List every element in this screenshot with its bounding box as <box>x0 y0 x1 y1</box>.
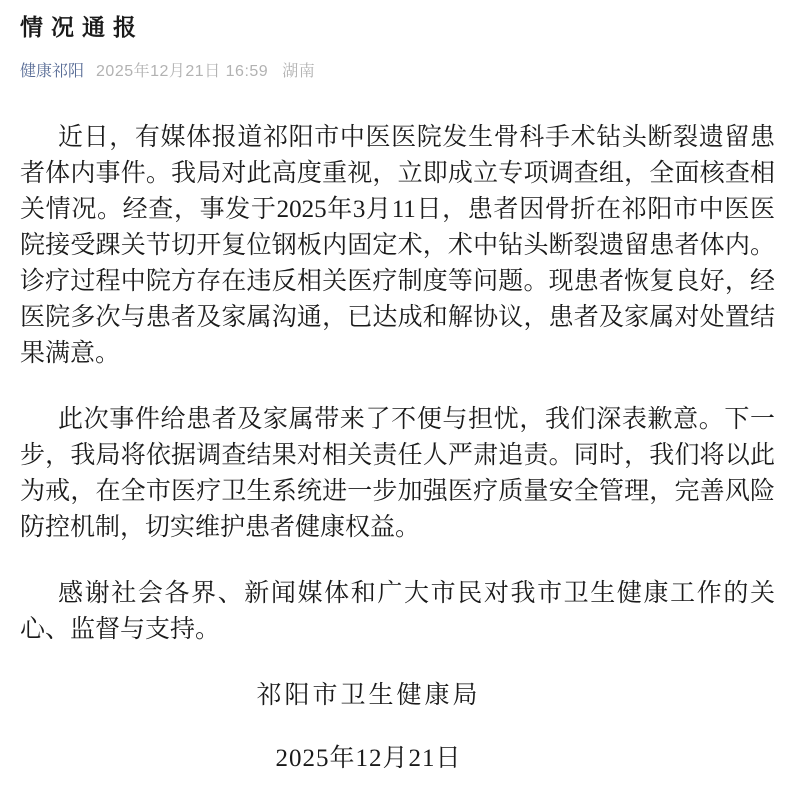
signature-org: 祁阳市卫生健康局 <box>256 682 481 709</box>
account-name-link[interactable]: 健康祁阳 <box>20 63 85 80</box>
publish-timestamp: 2025年12月21日 16:59 <box>96 63 269 80</box>
article-paragraph-2: 此次事件给患者及家属带来了不便与担忧，我们深表歉意。下一步，我局将依据调查结果对相关责任人严肃追责。同时，我们将以此为戒，在全市医疗卫生系统进一步加强医疗质量安全管理，完善风险防控机制，切实维护患者健康权益。 <box>20 406 775 541</box>
signature-date: 2025年12月21日 <box>275 745 462 772</box>
byline <box>20 61 775 83</box>
article-paragraph-3: 感谢社会各界、新闻媒体和广大市民对我市卫生健康工作的关心、监督与支持。 <box>20 580 775 643</box>
article-paragraph-1: 近日，有媒体报道祁阳市中医医院发生骨科手术钻头断裂遗留患者体内事件。我局对此高度重视，立即成立专项调查组，全面核查相关情况。经查，事发于2025年3月11日，患者因骨折在祁阳市中医医院接受踝关节切开复位钢板内固定术，术中钻头断裂遗留患者体内。诊疗过程中院方存在违反相关医疗制度等问题。现患者恢复良好，经医院多次与患者及家属沟通，已达成和解协议，患者及家属对处置结果满意。 <box>20 124 775 367</box>
page-title: 情况通报 <box>20 14 144 40</box>
signature-block <box>20 678 775 777</box>
article-body <box>0 120 800 777</box>
article-header <box>0 0 800 83</box>
publish-location: 湖南 <box>282 63 316 80</box>
